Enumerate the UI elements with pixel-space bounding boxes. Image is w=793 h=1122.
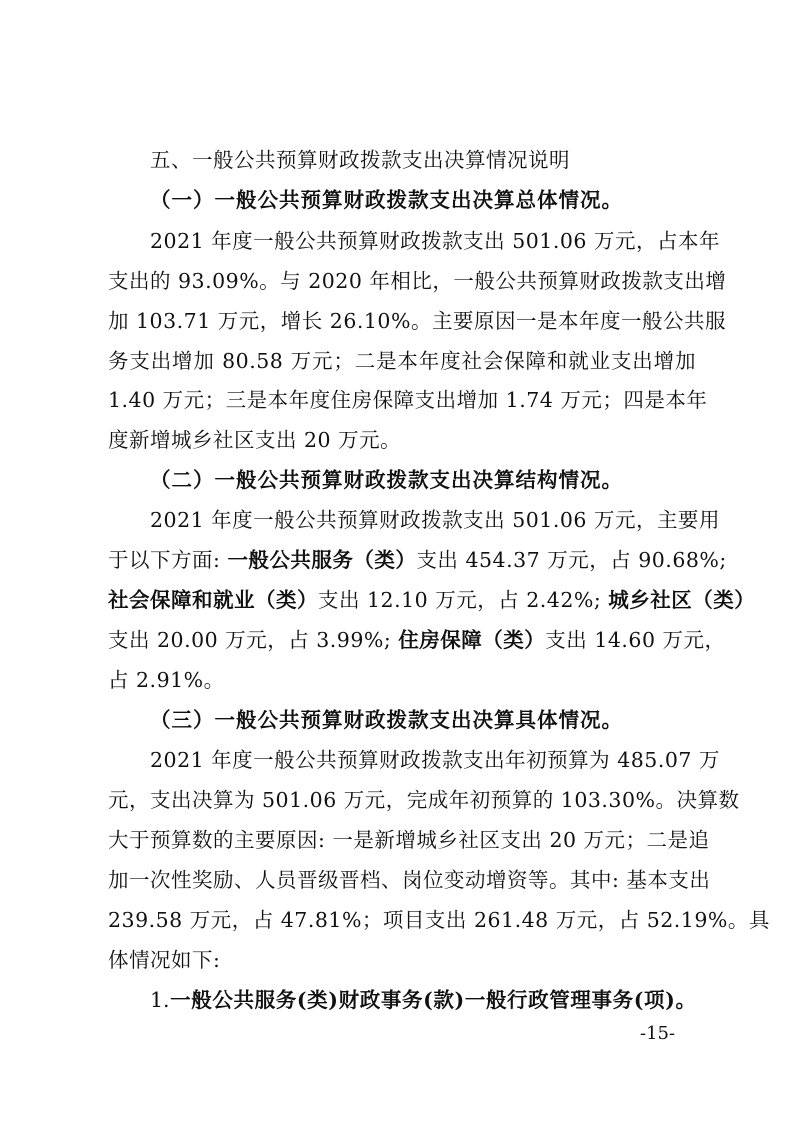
paragraph-line: 元，支出决算为 501.06 万元，完成年初预算的 103.30%。决算数 xyxy=(108,788,740,812)
category-urban-rural-community: 城乡社区（类） xyxy=(608,588,756,612)
paragraph-line: 1.40 万元；三是本年度住房保障支出增加 1.74 万元；四是本年 xyxy=(108,388,708,412)
paragraph-line: 务支出增加 80.58 万元；二是本年度社会保障和就业支出增加 xyxy=(108,349,696,373)
category-social-security: 社会保障和就业（类） xyxy=(108,588,318,612)
paragraph-line xyxy=(108,626,726,654)
paragraph-line: 2021 年度一般公共预算财政拨款支出 501.06 万元，占本年 xyxy=(150,229,720,253)
paragraph-line: 支出的 93.09%。与 2020 年相比，一般公共预算财政拨款支出增 xyxy=(108,269,727,293)
category-general-public-service: 一般公共服务（类） xyxy=(227,548,417,572)
paragraph-line: 加 103.71 万元，增长 26.10%。主要原因一是本年度一般公共服 xyxy=(108,309,726,333)
item-title: 一般公共服务(类)财政事务(款)一般行政管理事务(项)。 xyxy=(169,988,696,1012)
text-span: 支出 454.37 万元，占 90.68%; xyxy=(416,548,727,572)
subsection-heading-2: （二）一般公共预算财政拨款支出决算结构情况。 xyxy=(150,468,623,492)
text-span: 支出 12.10 万元，占 2.42%; xyxy=(318,588,609,612)
section-heading: 五、一般公共预算财政拨款支出决算情况说明 xyxy=(150,148,570,172)
paragraph-line: 大于预算数的主要原因: 一是新增城乡社区支出 20 万元；二是追 xyxy=(108,828,710,852)
page-number: -15- xyxy=(640,1023,676,1044)
item-heading-1 xyxy=(150,986,696,1014)
category-housing-security: 住房保障（类） xyxy=(398,628,546,652)
paragraph-line: 体情况如下: xyxy=(108,948,221,972)
paragraph-line: 占 2.91%。 xyxy=(108,668,225,692)
paragraph-line: 2021 年度一般公共预算财政拨款支出年初预算为 485.07 万 xyxy=(150,748,720,772)
subsection-heading-1: （一）一般公共预算财政拨款支出决算总体情况。 xyxy=(150,188,623,212)
text-span: 支出 14.60 万元， xyxy=(545,628,726,652)
subsection-heading-3: （三）一般公共预算财政拨款支出决算具体情况。 xyxy=(150,708,623,732)
paragraph-line: 2021 年度一般公共预算财政拨款支出 501.06 万元，主要用 xyxy=(150,508,720,532)
item-number: 1. xyxy=(150,988,170,1012)
text-span: 支出 20.00 万元，占 3.99%; xyxy=(108,628,399,652)
paragraph-line: 度新增城乡社区支出 20 万元。 xyxy=(108,428,402,452)
paragraph-line: 加一次性奖励、人员晋级晋档、岗位变动增资等。其中: 基本支出 xyxy=(108,868,711,892)
paragraph-line: 239.58 万元，占 47.81%；项目支出 261.48 万元，占 52.19%。具 xyxy=(108,908,770,932)
paragraph-line xyxy=(108,586,756,614)
text-span: 于以下方面: xyxy=(108,548,228,572)
paragraph-line xyxy=(108,546,727,574)
